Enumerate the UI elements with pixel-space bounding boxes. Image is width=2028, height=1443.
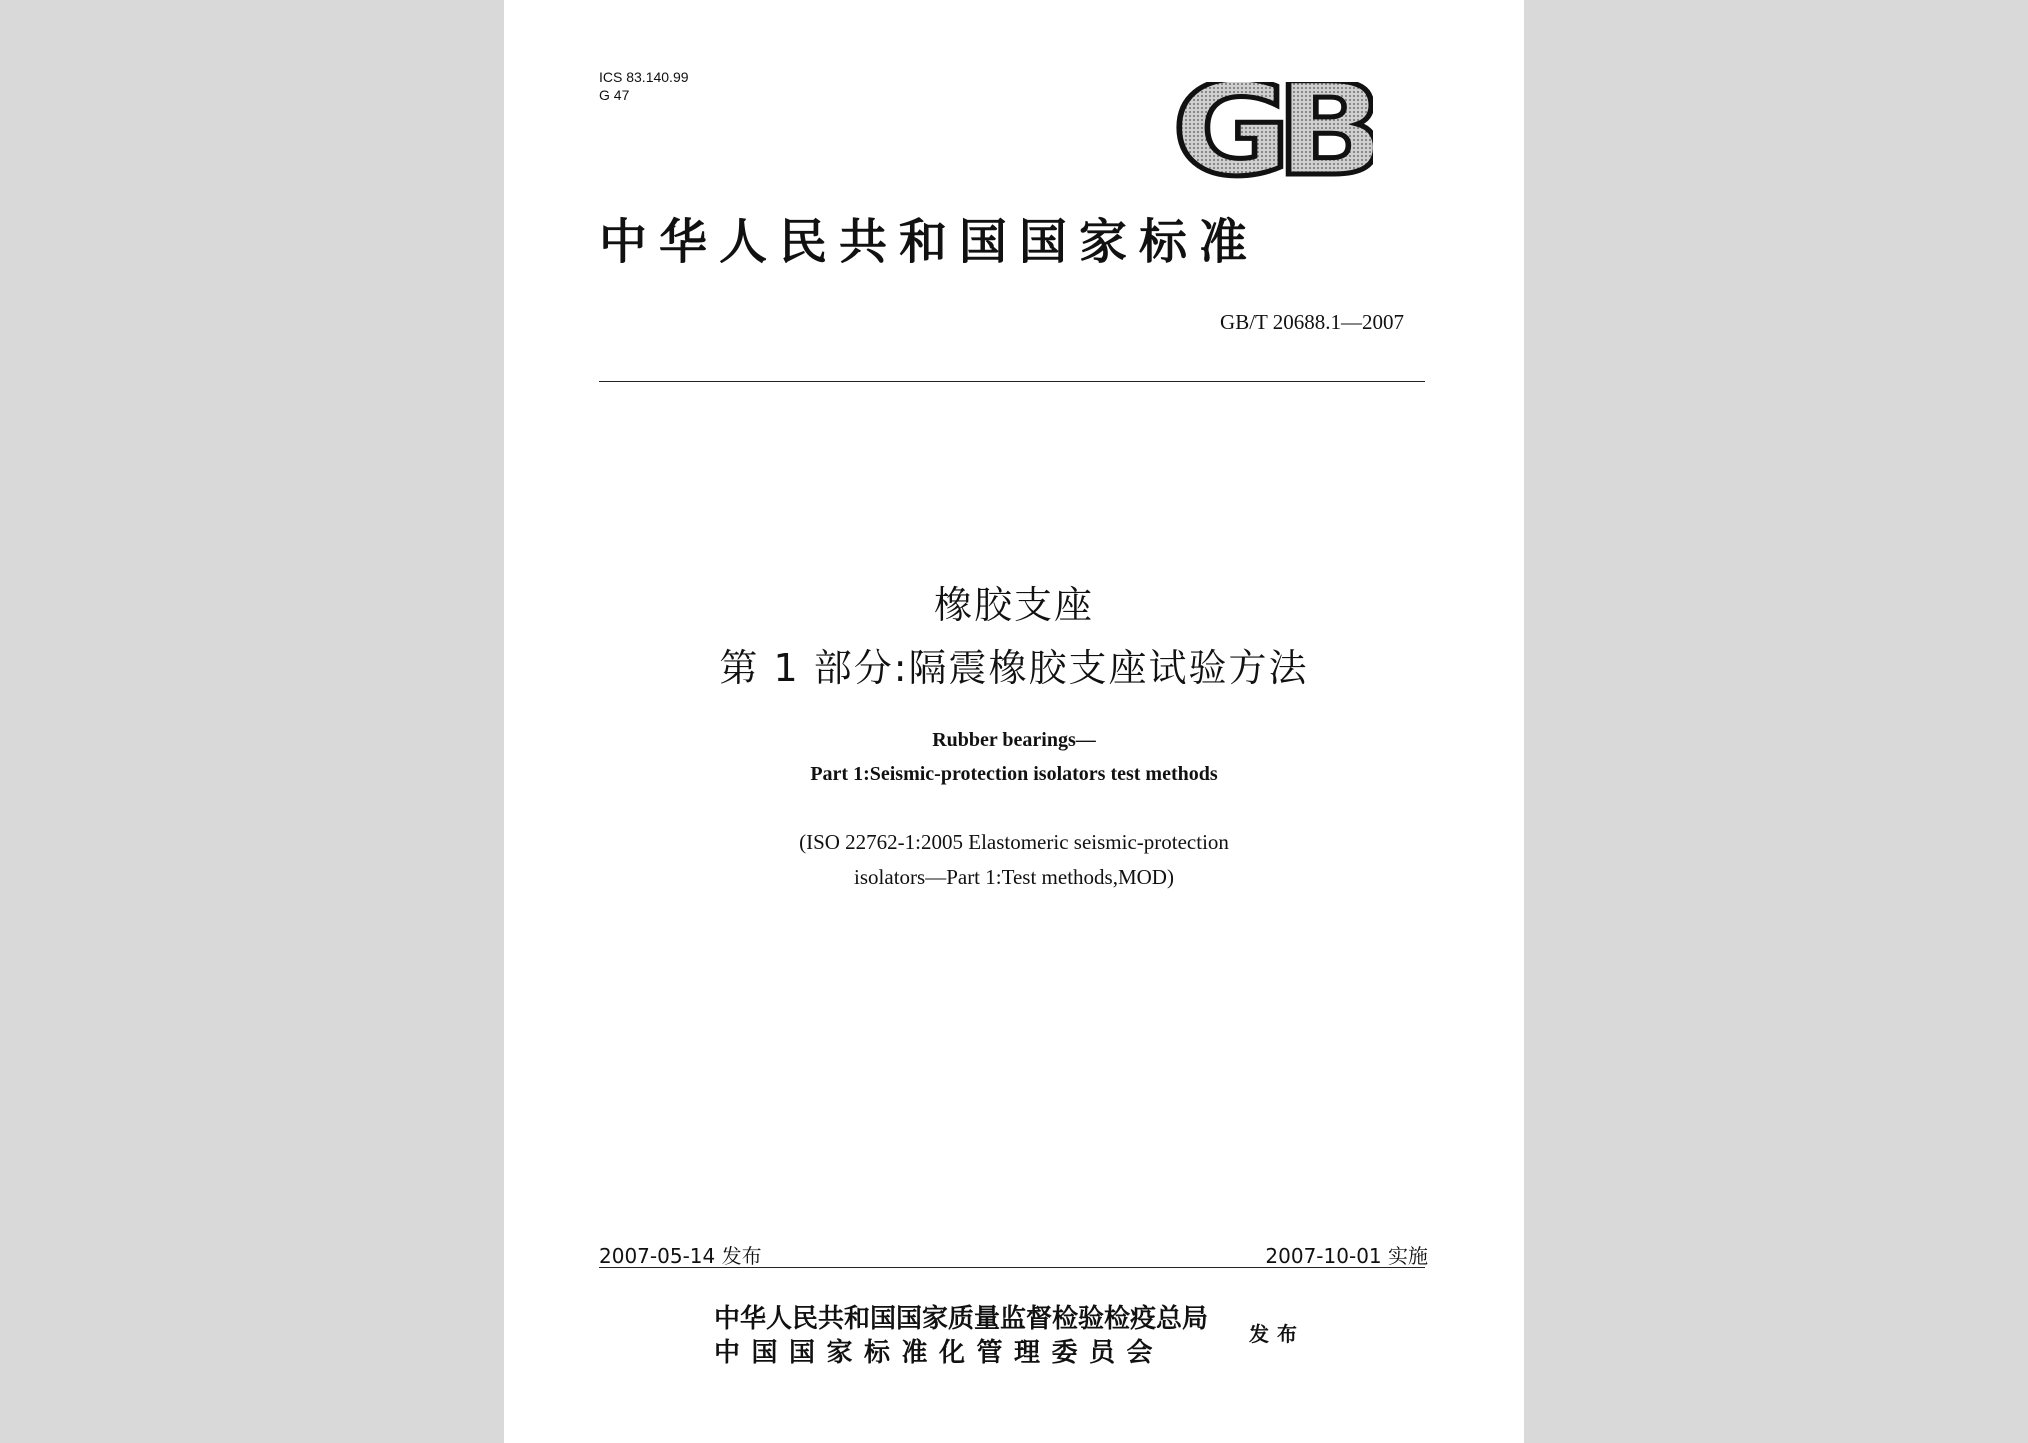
ics-code: ICS 83.140.99 [599, 69, 689, 85]
ccs-code: G 47 [599, 87, 630, 103]
gb-logo-graphic [1168, 82, 1373, 182]
title-cn-main: 橡胶支座 [933, 583, 1094, 627]
publisher-aqsiq: 中华人民共和国国家质量监督检验检疫总局 [714, 1304, 1209, 1334]
title-en-part: Part 1:Seismic-protection isolators test methods [810, 763, 1218, 785]
title-cn-part: 第 1 部分:隔震橡胶支座试验方法 [719, 646, 1309, 690]
standard-number: GB/T 20688.1—2007 [1220, 310, 1404, 334]
classification-codes [599, 68, 689, 104]
footer-divider [599, 1267, 1425, 1268]
issued-by-label: 发布 [1249, 1322, 1305, 1346]
standard-name: 中华人民共和国国家标准 [599, 214, 1260, 270]
iso-reference-line2: isolators—Part 1:Test methods,MOD) [854, 865, 1174, 889]
header-divider [599, 381, 1425, 382]
implementation-date: 2007-10-01 实施 [1265, 1244, 1428, 1268]
iso-reference-line1: (ISO 22762-1:2005 Elastomeric seismic-protection [799, 830, 1229, 854]
publisher-sac: 中国国家标准化管理委员会 [714, 1338, 1165, 1368]
title-en-main: Rubber bearings— [932, 729, 1096, 751]
gb-logo [1168, 82, 1373, 182]
issue-date: 2007-05-14 发布 [599, 1244, 762, 1268]
svg-text:GB: GB [1172, 82, 1373, 182]
logo-letters [1172, 82, 1373, 182]
document-page [504, 0, 1524, 1443]
